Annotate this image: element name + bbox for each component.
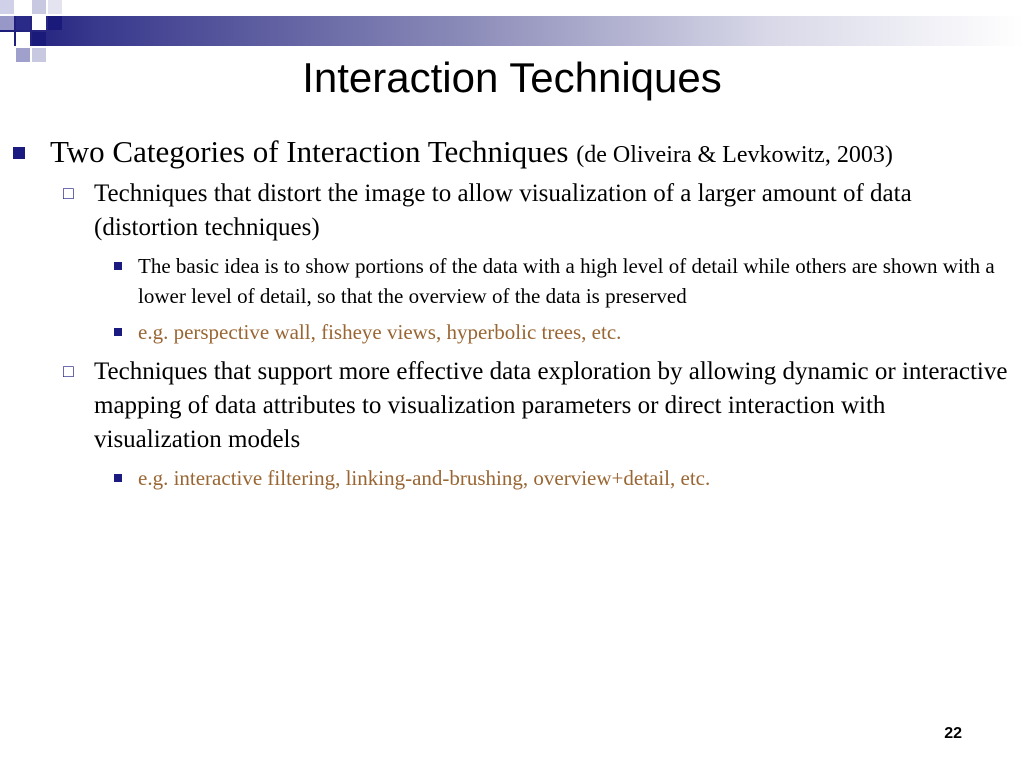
bullet-text: e.g. perspective wall, fisheye views, hyperbolic trees, etc. [138, 320, 622, 344]
decorative-square [0, 0, 14, 14]
bullet-level3-example [0, 317, 1024, 347]
bullet-level3-example [0, 463, 1024, 493]
decorative-square [48, 0, 62, 14]
citation: (de Oliveira & Levkowitz, 2003) [576, 142, 893, 168]
decorative-square [16, 16, 30, 30]
decorative-square [48, 16, 62, 30]
bullet-level3 [0, 251, 1024, 311]
square-bullet-icon [13, 147, 25, 159]
slide-body [0, 132, 1024, 493]
header-band [0, 16, 1024, 46]
decorative-square [16, 0, 30, 14]
slide-title: Interaction Techniques [302, 54, 722, 101]
decorative-square [32, 0, 46, 14]
decorative-square [32, 32, 46, 46]
bullet-text: Techniques that distort the image to allow visualization of a larger amount of data (distortion techniques) [94, 180, 912, 241]
square-bullet-icon [114, 474, 122, 482]
bullet-text: The basic idea is to show portions of the data with a high level of detail while others are shown with a lower level of detail, so that the overview of the data is preserved [138, 254, 995, 308]
square-bullet-icon [114, 262, 122, 270]
hollow-square-bullet-icon: □ [63, 183, 74, 203]
bullet-level2 [0, 177, 1024, 245]
decorative-square [0, 32, 14, 46]
page-number: 22 [944, 725, 962, 742]
bullet-text: Two Categories of Interaction Techniques [50, 134, 569, 169]
bullet-level1 [0, 132, 1024, 175]
hollow-square-bullet-icon: □ [63, 361, 74, 381]
bullet-level2 [0, 355, 1024, 457]
decorative-square [16, 32, 30, 46]
decorative-square [32, 16, 46, 30]
square-bullet-icon [114, 328, 122, 336]
decorative-square [0, 16, 14, 30]
bullet-text: Techniques that support more effective data exploration by allowing dynamic or interactive mapping of data attributes to visualization parameters or direct interaction with visualization models [94, 358, 1008, 453]
bullet-text: e.g. interactive filtering, linking-and-brushing, overview+detail, etc. [138, 466, 711, 490]
